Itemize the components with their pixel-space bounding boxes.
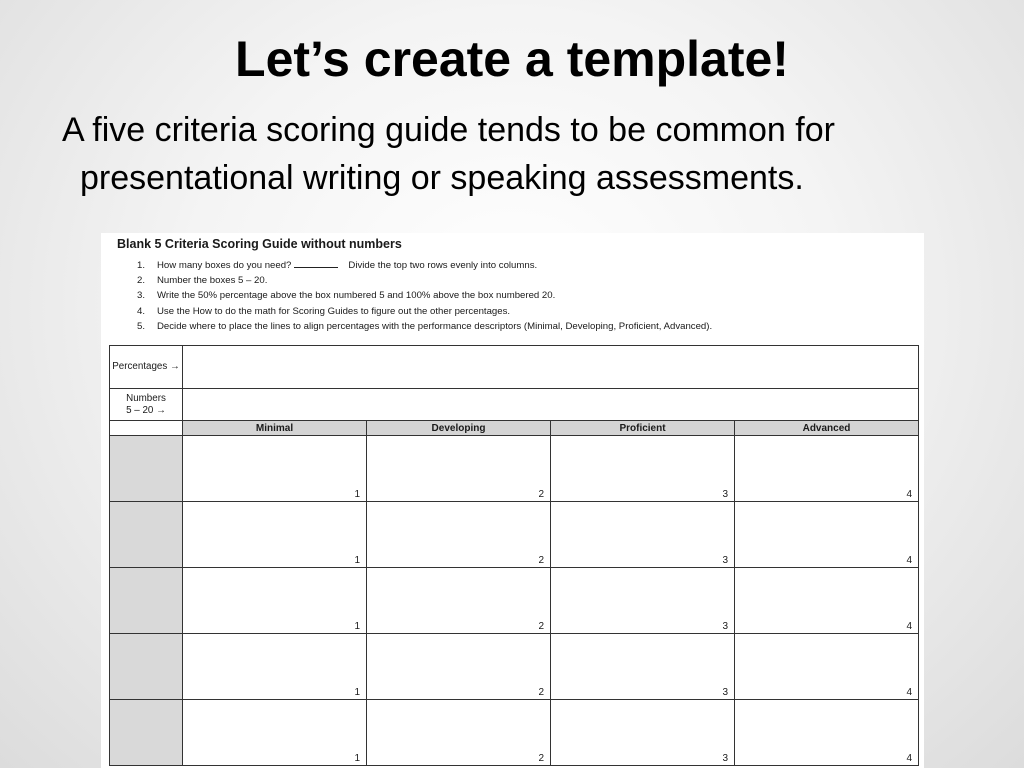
subtitle-line-2: presentational writing or speaking assessments.	[80, 159, 804, 197]
criteria-cell	[110, 634, 183, 700]
instruction-text: Decide where to place the lines to align percentages with the performance descriptors (Minimal, Developing, Proficient, Advanced).	[157, 320, 713, 332]
score-cell: 3	[551, 502, 735, 568]
percentages-entry-area	[183, 346, 919, 389]
score-cell: 1	[183, 700, 367, 766]
answer-blank	[294, 257, 338, 268]
criteria-cell	[110, 700, 183, 766]
percentages-row	[110, 346, 919, 389]
document-screenshot	[101, 233, 924, 768]
header-proficient: Proficient	[551, 421, 735, 436]
score-cell: 1	[183, 436, 367, 502]
header-advanced: Advanced	[735, 421, 919, 436]
numbers-label	[110, 389, 183, 421]
numbers-row	[110, 389, 919, 421]
score-cell: 2	[367, 634, 551, 700]
slide-title: Let’s create a template!	[235, 31, 789, 87]
score-cell: 4	[735, 502, 919, 568]
criteria-cell	[110, 568, 183, 634]
table-row	[110, 568, 919, 634]
score-cell: 2	[367, 700, 551, 766]
score-cell: 4	[735, 700, 919, 766]
score-cell: 4	[735, 436, 919, 502]
table-row	[110, 436, 919, 502]
criteria-cell	[110, 502, 183, 568]
header-row	[110, 421, 919, 436]
instruction-item	[137, 273, 712, 288]
instruction-text: Use the How to do the math for Scoring Guides to figure out the other percentages.	[157, 305, 511, 317]
instruction-text: Write the 50% percentage above the box numbered 5 and 100% above the box numbered 20.	[157, 290, 556, 302]
instruction-number: 1.	[137, 260, 146, 271]
document-title: Blank 5 Criteria Scoring Guide without numbers	[117, 237, 402, 251]
instruction-item	[137, 257, 712, 273]
instruction-number: 2.	[137, 275, 146, 287]
instruction-number: 5.	[137, 320, 146, 332]
instruction-text: How many boxes do you need?	[157, 260, 292, 271]
table-row	[110, 700, 919, 766]
header-corner	[110, 421, 183, 436]
instruction-number: 4.	[137, 305, 146, 317]
instruction-item	[137, 319, 712, 334]
header-minimal: Minimal	[183, 421, 367, 436]
instruction-text: Divide the top two rows evenly into columns.	[348, 260, 538, 271]
numbers-entry-area	[183, 389, 919, 421]
score-cell: 3	[551, 700, 735, 766]
score-cell: 1	[183, 634, 367, 700]
instruction-text: Number the boxes 5 – 20.	[157, 275, 268, 287]
instruction-item	[137, 304, 712, 319]
percentages-label: Percentages →	[110, 346, 183, 389]
score-cell: 2	[367, 568, 551, 634]
score-cell: 3	[551, 634, 735, 700]
instruction-number: 3.	[137, 290, 146, 302]
numbers-label-line-1: Numbers	[126, 392, 166, 404]
score-cell: 4	[735, 634, 919, 700]
table-row	[110, 502, 919, 568]
subtitle-line-1: A five criteria scoring guide tends to be common for	[62, 111, 835, 149]
score-cell: 1	[183, 502, 367, 568]
score-cell: 4	[735, 568, 919, 634]
scoring-guide-table	[109, 345, 919, 766]
score-cell: 1	[183, 568, 367, 634]
criteria-cell	[110, 436, 183, 502]
header-developing: Developing	[367, 421, 551, 436]
table-row	[110, 634, 919, 700]
instruction-item	[137, 288, 712, 303]
slide-subtitle	[62, 106, 1002, 202]
score-cell: 3	[551, 436, 735, 502]
score-cell: 3	[551, 568, 735, 634]
instruction-list	[137, 257, 712, 334]
score-cell: 2	[367, 502, 551, 568]
numbers-label-line-2: 5 – 20 →	[126, 404, 166, 416]
score-cell: 2	[367, 436, 551, 502]
